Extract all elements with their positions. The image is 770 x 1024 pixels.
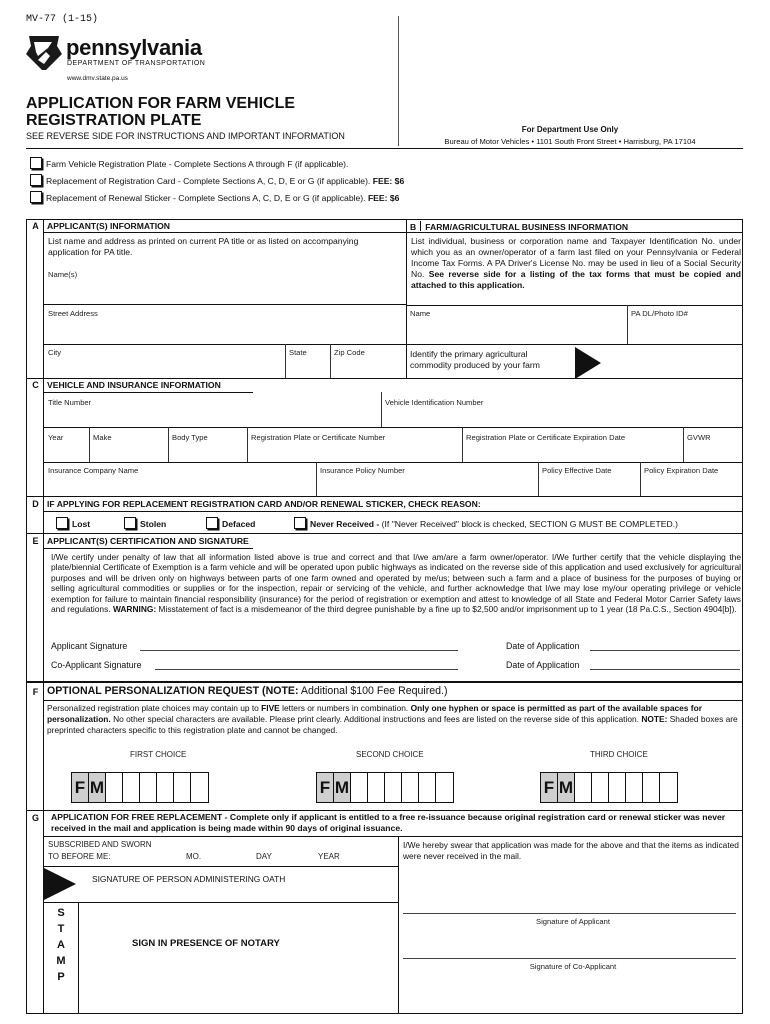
signature-of-co-applicant-label: Signature of Co-Applicant <box>529 962 617 971</box>
dl-photo-id-label: PA DL/Photo ID# <box>631 309 688 318</box>
zip-code-label: Zip Code <box>334 348 365 357</box>
bureau-address: Bureau of Motor Vehicles • 1101 South Front Street • Harrisburg, PA 17104 <box>444 137 696 146</box>
f-body3: No other special characters are available. Please print clearly. Additional instructions and fees are listed on the reverse side of this application. <box>113 714 639 724</box>
rule <box>26 496 743 497</box>
b-name-label: Name <box>410 309 431 318</box>
f-body4: Shaded boxes are preprinted characters specific to this registration plate and cannot be changed. <box>47 714 738 735</box>
title-line-1: APPLICATION FOR FARM VEHICLE <box>26 95 296 112</box>
section-g-title: APPLICATION FOR FREE REPLACEMENT - Complete only if applicant is entitled to a free re-issuance because original registration card or renewal sticker was never received in the mail and application is being made within 90 days of original issuance. <box>51 812 726 833</box>
f-body2: letters or numbers in combination. <box>282 703 409 713</box>
section-f-heading <box>47 685 448 697</box>
plate-char-box[interactable] <box>419 773 436 802</box>
applicant-signature-line[interactable] <box>140 650 458 651</box>
reason-label: Lost <box>72 519 91 529</box>
fee-label: FEE: $6 <box>367 193 400 203</box>
header-divider <box>398 16 399 146</box>
plate-char-box[interactable] <box>609 773 626 802</box>
page-title <box>26 95 295 129</box>
page-subtitle: SEE REVERSE SIDE FOR INSTRUCTIONS AND IMPORTANT INFORMATION <box>26 131 345 141</box>
logo-subtitle: DEPARTMENT OF TRANSPORTATION <box>67 60 206 67</box>
plate-char-box[interactable] <box>436 773 453 802</box>
section-e-title: APPLICANT(S) CERTIFICATION AND SIGNATURE <box>47 536 249 546</box>
vin-field[interactable] <box>382 393 742 426</box>
co-date-of-application-label: Date of Application <box>506 660 580 670</box>
certification-text <box>51 552 741 614</box>
commodity-field[interactable] <box>604 346 742 377</box>
plate-prefix-f: F <box>541 773 558 802</box>
stamp-letter: S <box>57 907 65 919</box>
checkbox-icon[interactable] <box>206 517 218 529</box>
date-of-application-line[interactable] <box>590 650 740 651</box>
plate-expiration-label: Registration Plate or Certificate Expiration Date <box>466 433 626 442</box>
policy-number-field[interactable] <box>317 463 537 495</box>
policy-effective-label: Policy Effective Date <box>542 466 612 475</box>
b-name-field[interactable] <box>407 306 626 343</box>
checkbox-icon[interactable] <box>30 157 42 169</box>
warning-label: WARNING: <box>112 604 157 615</box>
section-b-instruction-text: List individual, business or corporation name and Taxpayer Identification No. under which you as an owner/operator of a farm last filed on your Pennsylvania or Federal Income Tax Forms. A PA Driver's License No. may be used in lieu of a Social Security No. <box>411 236 741 279</box>
first-choice-label: FIRST CHOICE <box>130 750 187 759</box>
insurance-company-label: Insurance Company Name <box>48 466 139 475</box>
option-label: Replacement of Registration Card - Complete Sections A, C, D, E or G (if applicable). <box>46 176 371 186</box>
plate-number-label: Registration Plate or Certificate Number <box>251 433 386 442</box>
f-note2: NOTE: <box>641 714 668 724</box>
stamp-label <box>44 905 78 985</box>
second-choice-plate[interactable] <box>316 772 454 803</box>
never-received-note: (If "Never Received" block is checked, SECTION G MUST BE COMPLETED.) <box>381 519 678 529</box>
rule <box>43 548 253 549</box>
swear-statement: I/We hereby swear that application was made for the above and that the items as indicated were never received in the mail. <box>403 840 739 861</box>
checkbox-icon[interactable] <box>56 517 68 529</box>
first-choice-plate[interactable] <box>71 772 209 803</box>
f-body-bold: Only one hyphen or space is permitted as part of the available spaces for personalization. <box>47 703 702 724</box>
oath-signature-field[interactable] <box>78 868 396 900</box>
f-body1: Personalized registration plate choices may contain up to <box>47 703 259 713</box>
section-b-instruction-bold: See reverse side for a listing of the tax forms that must be copied and attached to this application. <box>411 269 742 290</box>
reason-label: Stolen <box>140 519 167 529</box>
plate-char-box[interactable] <box>626 773 643 802</box>
make-label: Make <box>93 433 112 442</box>
sworn-year-label: YEAR <box>318 852 340 861</box>
applicant-signature-label: Applicant Signature <box>51 641 128 651</box>
street-address-label: Street Address <box>48 309 98 318</box>
body-type-field[interactable] <box>169 428 246 461</box>
section-f-note-text: Additional $100 Fee Required.) <box>300 685 448 697</box>
option-label: Replacement of Renewal Sticker - Complete Sections A, C, D, E or G (if applicable). <box>46 193 366 203</box>
gvwr-label: GVWR <box>687 433 711 442</box>
section-b-title: FARM/AGRICULTURAL BUSINESS INFORMATION <box>425 222 629 232</box>
plate-expiration-field[interactable] <box>463 428 682 461</box>
section-d-letter: D <box>32 499 39 509</box>
rule <box>43 232 743 233</box>
zip-code-field[interactable] <box>331 345 405 377</box>
rule <box>43 511 743 512</box>
vin-label: Vehicle Identification Number <box>385 398 484 407</box>
notary-label: SIGN IN PRESENCE OF NOTARY <box>132 938 280 949</box>
sworn-label-2: TO BEFORE ME: <box>48 852 111 861</box>
dl-photo-id-field[interactable] <box>628 306 742 343</box>
policy-expiration-label: Policy Expiration Date <box>644 466 719 475</box>
option-replace-card[interactable] <box>30 174 404 187</box>
names-label: Name(s) <box>48 270 78 279</box>
checkbox-icon[interactable] <box>30 174 42 186</box>
reason-defaced[interactable] <box>206 517 255 530</box>
state-label: State <box>289 348 307 357</box>
plate-char-box[interactable] <box>174 773 191 802</box>
stamp-letter: M <box>56 955 66 967</box>
insurance-company-field[interactable] <box>44 463 315 495</box>
rule <box>398 836 399 1014</box>
section-f-body <box>47 703 741 736</box>
make-field[interactable] <box>90 428 167 461</box>
plate-char-box[interactable] <box>351 773 368 802</box>
policy-number-label: Insurance Policy Number <box>320 466 405 475</box>
co-date-of-application-line[interactable] <box>590 669 740 670</box>
rule <box>26 810 743 811</box>
second-choice-label: SECOND CHOICE <box>356 750 424 759</box>
ab-divider <box>406 219 407 378</box>
rule <box>43 700 743 701</box>
year-label: Year <box>48 433 64 442</box>
oath-signature-label: SIGNATURE OF PERSON ADMINISTERING OATH <box>92 874 286 884</box>
third-choice-plate[interactable] <box>540 772 678 803</box>
plate-prefix-f: F <box>72 773 89 802</box>
plate-char-box[interactable] <box>191 773 208 802</box>
pennsylvania-keystone-logo-icon <box>26 34 62 72</box>
checkbox-icon[interactable] <box>30 191 42 203</box>
section-f-title: OPTIONAL PERSONALIZATION REQUEST <box>47 685 260 697</box>
fee-label: FEE: $6 <box>372 176 405 186</box>
dept-use-label: For Department Use Only <box>521 125 619 134</box>
plate-prefix-m: M <box>558 773 575 802</box>
street-address-field[interactable] <box>44 306 405 343</box>
header-rule <box>26 148 743 149</box>
section-a-letter: A <box>32 221 39 231</box>
applicant-signature-g-line[interactable] <box>403 913 736 914</box>
plate-char-box[interactable] <box>385 773 402 802</box>
rule <box>406 344 743 345</box>
plate-char-box[interactable] <box>592 773 609 802</box>
warning-text: Misstatement of fact is a misdemeanor of the third degree punishable by a fine up to $2,500 and/or imprisonment up to 1 year (18 Pa.C.S., Section 4904[b]). <box>158 604 737 615</box>
plate-prefix-m: M <box>89 773 106 802</box>
date-of-application-label: Date of Application <box>506 641 580 651</box>
policy-effective-field[interactable] <box>539 463 639 495</box>
plate-char-box[interactable] <box>140 773 157 802</box>
arrow-right-icon <box>44 868 76 900</box>
rule <box>26 681 743 683</box>
checkbox-icon[interactable] <box>294 517 306 529</box>
section-a-title: APPLICANT(S) INFORMATION <box>47 221 171 231</box>
section-f-letter: F <box>32 687 39 697</box>
policy-expiration-field[interactable] <box>641 463 742 495</box>
plate-char-box[interactable] <box>660 773 677 802</box>
co-applicant-signature-line[interactable] <box>155 669 458 670</box>
rule <box>43 836 743 837</box>
reason-lost[interactable] <box>56 517 90 530</box>
section-c-letter: C <box>32 380 39 390</box>
reason-never-received[interactable] <box>294 517 678 530</box>
plate-number-field[interactable] <box>248 428 461 461</box>
section-d-title: IF APPLYING FOR REPLACEMENT REGISTRATION CARD AND/OR RENEWAL STICKER, CHECK REASON: <box>47 499 481 509</box>
third-choice-label: THIRD CHOICE <box>590 750 648 759</box>
plate-prefix-f: F <box>317 773 334 802</box>
names-field[interactable] <box>44 268 405 304</box>
reason-label: Defaced <box>222 519 256 529</box>
co-applicant-signature-g-line[interactable] <box>403 958 736 959</box>
plate-char-box[interactable] <box>157 773 174 802</box>
sworn-label-1: SUBSCRIBED AND SWORN <box>48 840 152 849</box>
section-f-note-label: (NOTE: <box>262 685 299 697</box>
checkbox-icon[interactable] <box>124 517 136 529</box>
certification-body: I/We certify under penalty of law that all information listed above is true and correct and that I/we am/are a farm owner/operator. I/We further certify that the vehicle displaying the plate/biennial Certificate of Exemption is a farm vehicle and will be operated upon public highways as indicated on the reverse side of this application and used exclusively for agricultural purposes and will be driven only on highways between parts of one farm owned and operated by me/us; between such a farm and a place of business for the purposes of buying or selling agricultural commodities or supplies or for the inspection, repair or servicing of the vehicle, and further acknowledge that I/we may lose my/our operating privilege or vehicle exemption for failure to maintain financial responsibility (insurance) for the period of registration or exemption and attest to knowledge of all State and Federal Motor Carrier Safety laws and regulations. <box>51 552 741 615</box>
section-c-title: VEHICLE AND INSURANCE INFORMATION <box>47 380 221 390</box>
section-b-heading <box>410 221 628 233</box>
title-number-field[interactable] <box>44 393 380 426</box>
stamp-letter: T <box>57 923 65 935</box>
option-replace-sticker[interactable] <box>30 191 399 204</box>
year-field[interactable] <box>44 428 88 461</box>
stamp-letter: A <box>57 939 65 951</box>
rule <box>43 866 398 867</box>
logo-url: www.dmv.state.pa.us <box>67 75 128 82</box>
rule <box>26 378 743 379</box>
body-type-label: Body Type <box>172 433 208 442</box>
plate-char-box[interactable] <box>123 773 140 802</box>
section-e-letter: E <box>32 536 39 546</box>
sworn-month-label: MO. <box>186 852 202 861</box>
city-label: City <box>48 348 62 357</box>
arrow-right-icon <box>575 347 601 379</box>
city-field[interactable] <box>44 345 284 377</box>
title-number-label: Title Number <box>48 398 92 407</box>
reason-label: Never Received - <box>310 519 380 529</box>
option-farm-plate[interactable] <box>30 157 348 170</box>
plate-char-box[interactable] <box>643 773 660 802</box>
signature-of-applicant-label: Signature of Applicant <box>536 917 610 926</box>
plate-char-box[interactable] <box>575 773 592 802</box>
form-number: MV-77 (1-15) <box>26 14 99 25</box>
commodity-label: Identify the primary agricultural commodity produced by your farm <box>410 349 540 370</box>
notary-stamp-area[interactable] <box>79 903 397 1013</box>
stamp-letter: P <box>57 971 65 983</box>
rule <box>26 533 743 534</box>
option-label: Farm Vehicle Registration Plate - Complete Sections A through F (if applicable). <box>46 159 349 169</box>
plate-char-box[interactable] <box>402 773 419 802</box>
section-g-letter: G <box>31 813 39 823</box>
co-applicant-signature-label: Co-Applicant Signature <box>51 660 142 670</box>
f-five: FIVE <box>261 703 280 713</box>
plate-char-box[interactable] <box>368 773 385 802</box>
plate-char-box[interactable] <box>106 773 123 802</box>
section-b-letter: B <box>410 222 417 232</box>
title-line-2: REGISTRATION PLATE <box>26 112 202 129</box>
rule <box>43 304 406 305</box>
logo-wordmark: pennsylvania <box>66 35 202 60</box>
reason-stolen[interactable] <box>124 517 166 530</box>
gvwr-field[interactable] <box>684 428 742 461</box>
sworn-day-label: DAY <box>256 852 272 861</box>
plate-prefix-m: M <box>334 773 351 802</box>
state-field[interactable] <box>286 345 329 377</box>
section-a-instruction: List name and address as printed on current PA title or as listed on accompanying application for PA title. <box>48 236 359 257</box>
section-b-instruction <box>411 236 741 291</box>
